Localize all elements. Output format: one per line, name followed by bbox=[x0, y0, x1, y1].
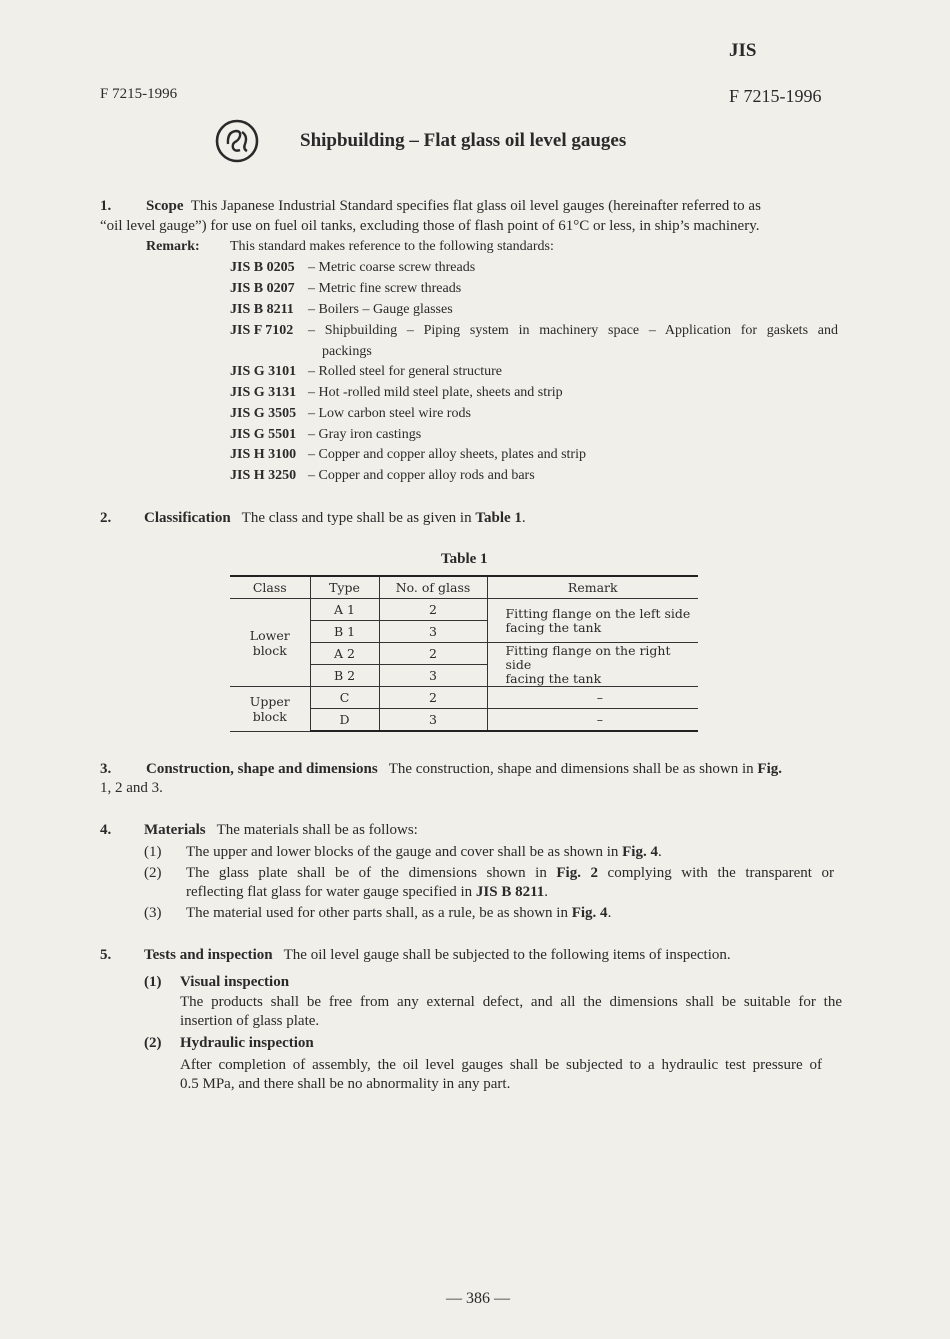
ref-desc: – Metric coarse screw threads bbox=[308, 260, 476, 275]
class-lower-line2: block bbox=[252, 642, 287, 658]
type-cell: B 2 bbox=[310, 665, 379, 687]
materials-item-3-ref: Fig. 4 bbox=[571, 905, 608, 921]
document-title: Shipbuilding – Flat glass oil level gauges bbox=[300, 130, 627, 151]
table-caption: Table 1 bbox=[441, 551, 488, 567]
materials-item-2-text2: complying with the transparent or bbox=[607, 865, 834, 881]
classification-ref: Table 1 bbox=[475, 510, 522, 526]
ref-code: JIS H 3100 bbox=[230, 447, 297, 462]
ref-code: JIS B 0205 bbox=[230, 260, 295, 275]
tests-heading: Tests and inspection bbox=[144, 947, 273, 963]
glass-cell: 2 bbox=[379, 687, 487, 709]
table-header-row bbox=[230, 576, 698, 599]
section-3-text bbox=[146, 760, 846, 779]
classification-text: The class and type shall be as given in bbox=[241, 510, 472, 526]
header-right-code: F 7215-1996 bbox=[729, 86, 822, 106]
section-5-num: 5. bbox=[100, 947, 112, 963]
remark-text: This standard makes reference to the following standards: bbox=[230, 239, 554, 254]
ref-desc-continued: packings bbox=[322, 344, 372, 359]
materials-item-2-line2 bbox=[186, 883, 548, 902]
ref-desc: – Low carbon steel wire rods bbox=[308, 406, 471, 421]
construction-heading: Construction, shape and dimensions bbox=[146, 761, 378, 777]
materials-item-2-ref2: JIS B 8211 bbox=[475, 884, 545, 900]
type-cell: C bbox=[310, 687, 379, 709]
type-cell: D bbox=[310, 709, 379, 732]
type-cell: A 2 bbox=[310, 643, 379, 665]
section-1-num: 1. bbox=[100, 198, 112, 214]
remark-cell: – bbox=[487, 687, 698, 709]
scope-heading: Scope bbox=[146, 198, 184, 214]
class-upper-line1: Upper bbox=[249, 693, 290, 709]
ref-desc: – Gray iron castings bbox=[308, 427, 422, 442]
materials-item-1-end: . bbox=[657, 844, 662, 860]
construction-text: The construction, shape and dimensions shall be as shown in bbox=[388, 761, 754, 777]
materials-text: The materials shall be as follows: bbox=[216, 822, 418, 838]
col-class-header: Class bbox=[230, 576, 310, 599]
classification-table bbox=[230, 575, 698, 732]
item-num: (2) bbox=[144, 1035, 162, 1051]
materials-item-2-ref: Fig. 2 bbox=[556, 865, 598, 881]
ref-desc: – Metric fine screw threads bbox=[308, 281, 462, 296]
remark-cell bbox=[487, 599, 698, 643]
ref-code: JIS B 8211 bbox=[230, 302, 294, 317]
table-row bbox=[230, 687, 698, 709]
materials-heading: Materials bbox=[144, 822, 206, 838]
construction-line2: 1, 2 and 3. bbox=[100, 780, 163, 796]
ref-desc: – Copper and copper alloy rods and bars bbox=[308, 468, 535, 483]
ref-code: JIS G 3101 bbox=[230, 364, 297, 379]
glass-cell: 3 bbox=[379, 709, 487, 732]
section-2-text bbox=[144, 509, 526, 528]
materials-item-1-ref: Fig. 4 bbox=[622, 844, 658, 860]
hydraulic-inspection-heading: Hydraulic inspection bbox=[180, 1035, 314, 1051]
ref-desc: – Copper and copper alloy sheets, plates and strip bbox=[308, 447, 586, 462]
section-4-text bbox=[144, 821, 418, 840]
class-upper-line2: block bbox=[252, 708, 287, 724]
header-left-code: F 7215-1996 bbox=[100, 86, 178, 102]
glass-cell: 2 bbox=[379, 599, 487, 621]
glass-cell: 3 bbox=[379, 621, 487, 643]
class-upper-cell bbox=[230, 687, 310, 732]
section-2-num: 2. bbox=[100, 510, 112, 526]
item-num: (3) bbox=[144, 905, 162, 921]
class-lower-line1: Lower bbox=[249, 627, 290, 643]
item-num: (1) bbox=[144, 974, 162, 990]
visual-inspection-line2: insertion of glass plate. bbox=[180, 1013, 320, 1029]
ref-desc: – Shipbuilding – Piping system in machinery space – Application for gaskets and bbox=[308, 323, 838, 338]
tests-text: The oil level gauge shall be subjected to the following items of inspection. bbox=[283, 947, 731, 963]
jis-logo-icon bbox=[214, 118, 260, 164]
materials-item-1 bbox=[186, 843, 662, 862]
col-glass-header: No. of glass bbox=[379, 576, 487, 599]
materials-item-3-end: . bbox=[607, 905, 612, 921]
item-num: (1) bbox=[144, 844, 162, 860]
remark-left-line2: facing the tank bbox=[505, 619, 602, 635]
materials-item-3 bbox=[186, 904, 611, 923]
materials-item-2 bbox=[186, 864, 834, 883]
materials-item-3-text: The material used for other parts shall, as a rule, be as shown in bbox=[186, 905, 568, 921]
remark-right-line1: Fitting flange on the right side bbox=[505, 642, 671, 672]
materials-item-1-text: The upper and lower blocks of the gauge and cover shall be as shown in bbox=[186, 844, 619, 860]
scope-line2: “oil level gauge”) for use on fuel oil tanks, excluding those of flash point of 61°C or less, in ship’s machinery. bbox=[100, 218, 760, 234]
ref-code: JIS F 7102 bbox=[230, 323, 294, 338]
ref-desc: – Rolled steel for general structure bbox=[308, 364, 502, 379]
ref-desc: – Boilers – Gauge glasses bbox=[308, 302, 453, 317]
section-3-num: 3. bbox=[100, 761, 112, 777]
table-row bbox=[230, 599, 698, 621]
remark-label: Remark: bbox=[146, 239, 200, 254]
section-1-line1 bbox=[146, 197, 846, 216]
hydraulic-inspection-line2: 0.5 MPa, and there shall be no abnormality in any part. bbox=[180, 1076, 511, 1092]
scope-line1: This Japanese Industrial Standard specifies flat glass oil level gauges (hereinafter referred to as bbox=[190, 198, 761, 214]
page-number: — 386 — bbox=[446, 1290, 510, 1307]
materials-item-2-line2-text: reflecting flat glass for water gauge specified in bbox=[186, 884, 473, 900]
ref-code: JIS G 3131 bbox=[230, 385, 297, 400]
ref-desc: – Hot -rolled mild steel plate, sheets and strip bbox=[308, 385, 563, 400]
remark-right-line2: facing the tank bbox=[505, 670, 602, 686]
ref-code: JIS H 3250 bbox=[230, 468, 297, 483]
item-num: (2) bbox=[144, 865, 162, 881]
section-4-num: 4. bbox=[100, 822, 112, 838]
classification-heading: Classification bbox=[144, 510, 231, 526]
type-cell: A 1 bbox=[310, 599, 379, 621]
classification-end: . bbox=[521, 510, 526, 526]
visual-inspection-line1: The products shall be free from any external defect, and all the dimensions shall be suitable for the bbox=[180, 994, 842, 1010]
remark-cell bbox=[487, 643, 698, 687]
glass-cell: 2 bbox=[379, 643, 487, 665]
materials-item-2-end: . bbox=[544, 884, 548, 900]
glass-cell: 3 bbox=[379, 665, 487, 687]
remark-left-line1: Fitting flange on the left side bbox=[505, 605, 691, 621]
visual-inspection-heading: Visual inspection bbox=[180, 974, 290, 990]
ref-code: JIS G 5501 bbox=[230, 427, 297, 442]
ref-code: JIS G 3505 bbox=[230, 406, 297, 421]
ref-code: JIS B 0207 bbox=[230, 281, 295, 296]
type-cell: B 1 bbox=[310, 621, 379, 643]
construction-ref: Fig. bbox=[757, 761, 782, 777]
section-5-text bbox=[144, 946, 731, 965]
class-lower-cell bbox=[230, 599, 310, 687]
materials-item-2-text: The glass plate shall be of the dimensions shown in bbox=[186, 865, 547, 881]
col-remark-header: Remark bbox=[487, 576, 698, 599]
col-type-header: Type bbox=[310, 576, 379, 599]
jis-mark: JIS bbox=[729, 40, 757, 61]
remark-cell: – bbox=[487, 709, 698, 732]
hydraulic-inspection-line1: After completion of assembly, the oil level gauges shall be subjected to a hydraulic test pressure of bbox=[180, 1057, 822, 1073]
